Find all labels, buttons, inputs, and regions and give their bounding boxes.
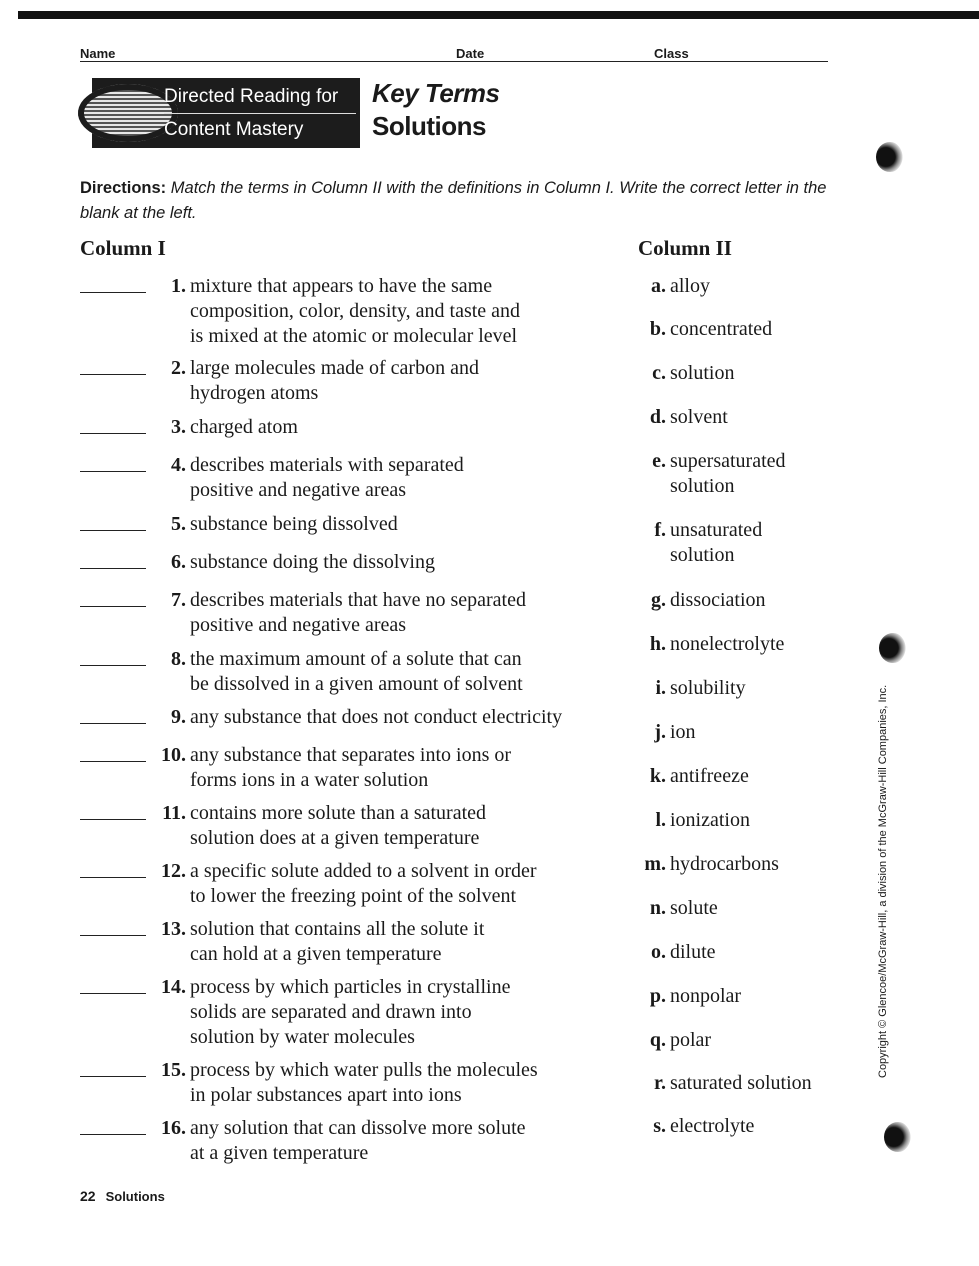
term-line: supersaturated [670,450,786,472]
class-label: Class [654,46,689,61]
option-letter: s. [653,1115,666,1137]
option-letter: h. [649,633,666,655]
definition-line: any substance that does not conduct electricity [190,706,563,728]
column1-item [80,705,600,730]
column2-item [640,764,850,789]
option-term [670,449,850,499]
definition-line: solids are separated and drawn into [190,1001,472,1023]
date-label: Date [456,46,485,61]
option-letter: b. [649,318,666,340]
column2-item [640,1114,850,1139]
item-number: 3. [171,416,186,438]
column1-item [80,859,600,909]
option-term [670,317,850,342]
directions-text: Match the terms in Column II with the definitions in Column I. Write the correct letter in the blank at the left. [80,179,827,222]
page-number: 22 [80,1188,96,1204]
title-topic: Solutions [372,111,486,141]
answer-blank[interactable] [80,935,146,936]
banner-line2: Content Mastery [164,119,304,140]
item-definition [190,415,600,440]
item-definition [190,512,600,537]
item-definition [190,356,600,406]
option-letter: i. [655,677,666,699]
item-number: 5. [171,513,186,535]
option-letter: g. [651,589,666,611]
term-line: unsaturated [670,519,763,541]
definition-line: the maximum amount of a solute that can [190,648,522,670]
item-definition [190,743,600,793]
item-number: 15. [161,1059,186,1081]
option-letter: o. [651,941,666,963]
page-footer [80,1188,165,1204]
item-definition [190,705,600,730]
item-definition [190,1116,600,1166]
definition-line: substance being dissolved [190,513,398,535]
term-line: antifreeze [670,765,749,787]
option-term [670,764,850,789]
option-letter: l. [655,809,666,831]
column2-heading: Column II [638,236,732,260]
term-line: solution [670,475,735,497]
option-term [670,1028,850,1053]
answer-blank[interactable] [80,819,146,820]
item-definition [190,453,600,503]
definition-line: solution does at a given temperature [190,827,480,849]
option-letter: k. [649,765,666,787]
definition-line: process by which particles in crystalline [190,976,511,998]
option-letter: e. [652,450,666,472]
item-definition [190,859,600,909]
column1-item [80,453,600,503]
item-number: 12. [161,860,186,882]
term-line: ion [670,721,696,743]
item-definition [190,801,600,851]
column1-item [80,975,600,1050]
definition-line: describes materials with separated [190,454,464,476]
name-label: Name [80,46,116,61]
answer-blank[interactable] [80,723,146,724]
column2-item [640,720,850,745]
option-term [670,1071,850,1096]
definition-line: is mixed at the atomic or molecular level [190,325,518,347]
definition-line: substance doing the dissolving [190,551,435,573]
item-number: 14. [161,976,186,998]
column1-item [80,550,600,575]
term-line: solute [670,897,718,919]
term-line: solubility [670,677,746,699]
header-line [80,61,828,62]
answer-blank[interactable] [80,877,146,878]
column2-item [640,449,850,499]
term-line: solution [670,362,735,384]
column2-item [640,317,850,342]
definition-line: forms ions in a water solution [190,769,429,791]
column1-item [80,512,600,537]
column2-item [640,588,850,613]
definition-line: describes materials that have no separated [190,589,526,611]
column2-item [640,274,850,299]
definition-line: to lower the freezing point of the solvent [190,885,517,907]
option-term [670,720,850,745]
definition-line: any solution that can dissolve more solute [190,1117,526,1139]
punch-hole [879,633,907,663]
column2-item [640,1071,850,1096]
section-banner [78,78,360,148]
definition-line: composition, color, density, and taste and [190,300,521,322]
answer-blank[interactable] [80,665,146,666]
item-definition [190,975,600,1050]
answer-blank[interactable] [80,433,146,434]
item-number: 11. [162,802,186,824]
item-definition [190,917,600,967]
answer-blank[interactable] [80,292,146,293]
banner-oval-graphic [78,84,178,142]
column1-item [80,415,600,440]
definition-line: large molecules made of carbon and [190,357,479,379]
answer-blank[interactable] [80,568,146,569]
term-line: concentrated [670,318,773,340]
option-term [670,518,850,568]
option-letter: d. [649,406,666,428]
punch-hole [876,142,904,172]
definition-line: can hold at a given temperature [190,943,442,965]
option-letter: q. [649,1029,666,1051]
term-line: saturated solution [670,1072,812,1094]
option-term [670,984,850,1009]
column1-item [80,1058,600,1108]
definition-line: positive and negative areas [190,479,407,501]
answer-blank[interactable] [80,374,146,375]
punch-hole [884,1122,912,1152]
definition-line: positive and negative areas [190,614,407,636]
definition-line: mixture that appears to have the same [190,275,493,297]
definition-line: a specific solute added to a solvent in order [190,860,537,882]
option-term [670,361,850,386]
option-letter: c. [652,362,666,384]
term-line: hydrocarbons [670,853,779,875]
column1-item [80,743,600,793]
item-number: 10. [161,744,186,766]
option-term [670,588,850,613]
term-line: nonpolar [670,985,742,1007]
option-term [670,676,850,701]
option-term [670,1114,850,1139]
column1-item [80,356,600,406]
definition-line: contains more solute than a saturated [190,802,487,824]
column2-item [640,518,850,568]
column1-item [80,274,600,349]
item-number: 16. [161,1117,186,1139]
item-number: 6. [171,551,186,573]
column1-item [80,588,600,638]
column2-item [640,808,850,833]
option-term [670,852,850,877]
definition-line: be dissolved in a given amount of solvent [190,673,523,695]
column1-heading: Column I [80,236,166,260]
item-number: 9. [171,706,186,728]
column2-item [640,852,850,877]
term-line: solution [670,544,735,566]
term-line: ionization [670,809,750,831]
item-number: 7. [171,589,186,611]
term-line: alloy [670,275,710,297]
answer-blank[interactable] [80,530,146,531]
footer-unit: Solutions [105,1189,165,1204]
column2-item [640,896,850,921]
answer-blank[interactable] [80,993,146,994]
term-line: electrolyte [670,1115,755,1137]
option-term [670,808,850,833]
option-letter: r. [653,1072,666,1094]
term-line: nonelectrolyte [670,633,785,655]
column2-item [640,676,850,701]
option-term [670,274,850,299]
directions [80,176,840,226]
definition-line: solution by water molecules [190,1026,415,1048]
definition-line: process by which water pulls the molecules [190,1059,538,1081]
option-letter: m. [644,853,666,875]
column2-item [640,361,850,386]
column2-item [640,405,850,430]
option-term [670,896,850,921]
answer-blank[interactable] [80,761,146,762]
banner-line1: Directed Reading for [164,86,339,107]
item-definition [190,588,600,638]
term-line: dilute [670,941,716,963]
item-number: 4. [171,454,186,476]
option-letter: f. [654,519,666,541]
option-term [670,405,850,430]
definition-line: solution that contains all the solute it [190,918,485,940]
column1-item [80,1116,600,1166]
option-term [670,940,850,965]
column2-item [640,984,850,1009]
term-line: solvent [670,406,728,428]
column1-item [80,647,600,697]
item-number: 8. [171,648,186,670]
column1-item [80,801,600,851]
column2-item [640,632,850,657]
item-definition [190,274,600,349]
item-definition [190,1058,600,1108]
definition-line: any substance that separates into ions or [190,744,512,766]
item-number: 1. [171,275,186,297]
definition-line: in polar substances apart into ions [190,1084,462,1106]
top-rule [18,11,979,19]
item-number: 2. [171,357,186,379]
column2-item [640,1028,850,1053]
term-line: dissociation [670,589,766,611]
definition-line: at a given temperature [190,1142,369,1164]
definition-line: charged atom [190,416,298,438]
directions-label: Directions: [80,179,167,197]
option-term [670,632,850,657]
term-line: polar [670,1029,712,1051]
answer-blank[interactable] [80,1134,146,1135]
option-letter: j. [654,721,666,743]
answer-blank[interactable] [80,471,146,472]
option-letter: a. [651,275,666,297]
option-letter: n. [649,897,666,919]
answer-blank[interactable] [80,606,146,607]
answer-blank[interactable] [80,1076,146,1077]
item-number: 13. [161,918,186,940]
item-definition [190,550,600,575]
banner-divider [164,113,356,114]
copyright-notice: Copyright © Glencoe/McGraw-Hill, a division of the McGraw-Hill Companies, Inc. [877,684,889,1078]
column1-item [80,917,600,967]
title-key-terms: Key Terms [372,78,500,108]
column2-item [640,940,850,965]
item-definition [190,647,600,697]
option-letter: p. [649,985,666,1007]
definition-line: hydrogen atoms [190,382,319,404]
